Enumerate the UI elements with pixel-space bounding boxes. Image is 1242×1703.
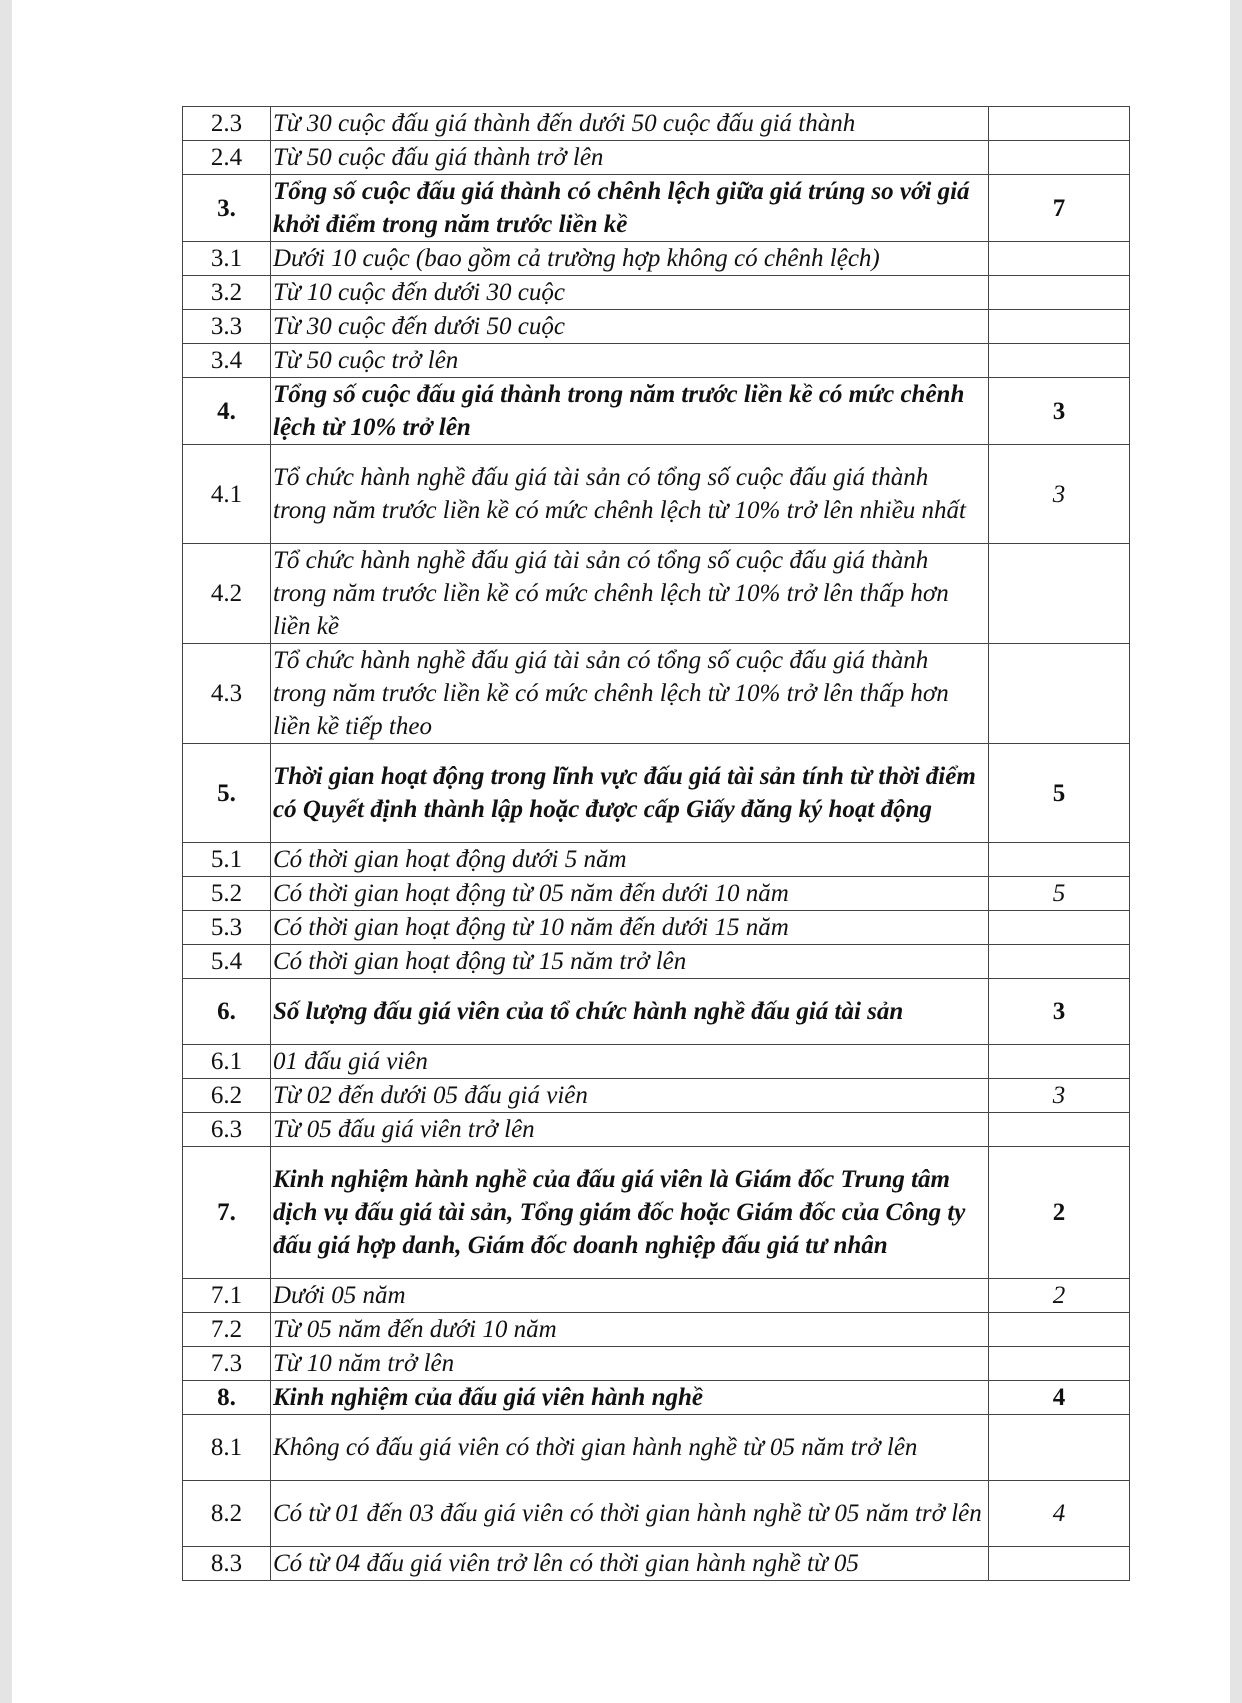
criterion-points (989, 843, 1130, 877)
criterion-number: 3.1 (183, 242, 271, 276)
criterion-description: Không có đấu giá viên có thời gian hành nghề từ 05 năm trở lên (271, 1415, 989, 1481)
criterion-header-row (183, 979, 1130, 1045)
criterion-row (183, 107, 1130, 141)
criterion-number: 3. (183, 175, 271, 242)
criterion-number: 7.2 (183, 1313, 271, 1347)
criterion-number: 4.3 (183, 644, 271, 744)
criterion-description: Có thời gian hoạt động từ 10 năm đến dưới 15 năm (271, 911, 989, 945)
criterion-points (989, 276, 1130, 310)
criterion-number: 3.4 (183, 344, 271, 378)
criterion-points: 7 (989, 175, 1130, 242)
criterion-points (989, 1313, 1130, 1347)
criterion-description: Tổ chức hành nghề đấu giá tài sản có tổng số cuộc đấu giá thành trong năm trước liền kề có mức chênh lệch từ 10% trở lên thấp hơn liền kề tiếp theo (271, 644, 989, 744)
criterion-row (183, 843, 1130, 877)
criterion-points (989, 107, 1130, 141)
criterion-number: 4.1 (183, 445, 271, 544)
criterion-row (183, 911, 1130, 945)
criterion-number: 7.1 (183, 1279, 271, 1313)
criterion-points: 3 (989, 445, 1130, 544)
criterion-row (183, 945, 1130, 979)
criterion-number: 5.3 (183, 911, 271, 945)
criterion-description: Từ 30 cuộc đấu giá thành đến dưới 50 cuộc đấu giá thành (271, 107, 989, 141)
criterion-description: Từ 05 đấu giá viên trở lên (271, 1113, 989, 1147)
criterion-description: Tổng số cuộc đấu giá thành có chênh lệch giữa giá trúng so với giá khởi điểm trong năm trước liền kề (271, 175, 989, 242)
criterion-number: 7.3 (183, 1347, 271, 1381)
criterion-row (183, 445, 1130, 544)
criterion-points (989, 1347, 1130, 1381)
criterion-points (989, 242, 1130, 276)
criterion-number: 4.2 (183, 544, 271, 644)
criterion-number: 5.1 (183, 843, 271, 877)
criterion-number: 6.1 (183, 1045, 271, 1079)
criterion-number: 2.4 (183, 141, 271, 175)
criterion-points: 3 (989, 979, 1130, 1045)
criterion-points (989, 1415, 1130, 1481)
criterion-description: Từ 50 cuộc trở lên (271, 344, 989, 378)
criterion-number: 6.3 (183, 1113, 271, 1147)
criterion-points: 5 (989, 744, 1130, 843)
criterion-row (183, 310, 1130, 344)
criterion-row (183, 1547, 1130, 1581)
criterion-header-row (183, 378, 1130, 445)
criterion-description: Dưới 10 cuộc (bao gồm cả trường hợp không có chênh lệch) (271, 242, 989, 276)
criterion-points: 2 (989, 1147, 1130, 1279)
criterion-number: 7. (183, 1147, 271, 1279)
criterion-row (183, 1079, 1130, 1113)
criterion-header-row (183, 175, 1130, 242)
criterion-row (183, 1347, 1130, 1381)
criterion-points (989, 544, 1130, 644)
criterion-row (183, 544, 1130, 644)
criterion-points: 3 (989, 378, 1130, 445)
criterion-description: Có từ 04 đấu giá viên trở lên có thời gian hành nghề từ 05 (271, 1547, 989, 1581)
criterion-row (183, 1045, 1130, 1079)
criterion-row (183, 1113, 1130, 1147)
criterion-description: Từ 30 cuộc đến dưới 50 cuộc (271, 310, 989, 344)
criterion-description: Kinh nghiệm của đấu giá viên hành nghề (271, 1381, 989, 1415)
criterion-description: Từ 10 năm trở lên (271, 1347, 989, 1381)
criterion-description: Tổ chức hành nghề đấu giá tài sản có tổng số cuộc đấu giá thành trong năm trước liền kề có mức chênh lệch từ 10% trở lên thấp hơn liền kề (271, 544, 989, 644)
criterion-description: Có thời gian hoạt động từ 05 năm đến dưới 10 năm (271, 877, 989, 911)
criterion-points (989, 1547, 1130, 1581)
criterion-row (183, 242, 1130, 276)
criterion-row (183, 276, 1130, 310)
criterion-row (183, 344, 1130, 378)
criterion-number: 3.3 (183, 310, 271, 344)
criterion-header-row (183, 744, 1130, 843)
criterion-number: 4. (183, 378, 271, 445)
criterion-points (989, 1113, 1130, 1147)
criterion-description: Có từ 01 đến 03 đấu giá viên có thời gian hành nghề từ 05 năm trở lên (271, 1481, 989, 1547)
criterion-points: 4 (989, 1381, 1130, 1415)
criterion-points (989, 141, 1130, 175)
criterion-row (183, 1415, 1130, 1481)
criterion-row (183, 1279, 1130, 1313)
criterion-points: 2 (989, 1279, 1130, 1313)
criterion-number: 5. (183, 744, 271, 843)
criterion-points (989, 945, 1130, 979)
criterion-description: 01 đấu giá viên (271, 1045, 989, 1079)
table-body (183, 107, 1130, 1581)
criterion-row (183, 1313, 1130, 1347)
criterion-number: 5.4 (183, 945, 271, 979)
criterion-row (183, 141, 1130, 175)
criterion-description: Có thời gian hoạt động dưới 5 năm (271, 843, 989, 877)
criterion-description: Thời gian hoạt động trong lĩnh vực đấu giá tài sản tính từ thời điểm có Quyết định thành lập hoặc được cấp Giấy đăng ký hoạt động (271, 744, 989, 843)
criterion-number: 8. (183, 1381, 271, 1415)
criterion-number: 6.2 (183, 1079, 271, 1113)
criterion-number: 6. (183, 979, 271, 1045)
criterion-points (989, 344, 1130, 378)
criterion-description: Tổ chức hành nghề đấu giá tài sản có tổng số cuộc đấu giá thành trong năm trước liền kề có mức chênh lệch từ 10% trở lên nhiều nhất (271, 445, 989, 544)
criterion-description: Có thời gian hoạt động từ 15 năm trở lên (271, 945, 989, 979)
criterion-row (183, 877, 1130, 911)
criterion-description: Dưới 05 năm (271, 1279, 989, 1313)
criterion-description: Tổng số cuộc đấu giá thành trong năm trước liền kề có mức chênh lệch từ 10% trở lên (271, 378, 989, 445)
criterion-points: 3 (989, 1079, 1130, 1113)
criterion-points: 4 (989, 1481, 1130, 1547)
criterion-number: 8.1 (183, 1415, 271, 1481)
criterion-row (183, 644, 1130, 744)
criterion-description: Từ 02 đến dưới 05 đấu giá viên (271, 1079, 989, 1113)
criterion-points (989, 644, 1130, 744)
criterion-description: Từ 50 cuộc đấu giá thành trở lên (271, 141, 989, 175)
scoring-criteria-table (182, 106, 1130, 1581)
criterion-header-row (183, 1381, 1130, 1415)
criterion-header-row (183, 1147, 1130, 1279)
criterion-row (183, 1481, 1130, 1547)
criterion-number: 8.2 (183, 1481, 271, 1547)
criterion-number: 2.3 (183, 107, 271, 141)
document-page (12, 0, 1230, 1703)
criterion-points: 5 (989, 877, 1130, 911)
criterion-points (989, 310, 1130, 344)
criterion-number: 3.2 (183, 276, 271, 310)
criterion-description: Số lượng đấu giá viên của tổ chức hành nghề đấu giá tài sản (271, 979, 989, 1045)
criterion-points (989, 1045, 1130, 1079)
criterion-number: 8.3 (183, 1547, 271, 1581)
criterion-description: Từ 10 cuộc đến dưới 30 cuộc (271, 276, 989, 310)
criterion-description: Kinh nghiệm hành nghề của đấu giá viên là Giám đốc Trung tâm dịch vụ đấu giá tài sản, Tổng giám đốc hoặc Giám đốc của Công ty đấu giá hợp danh, Giám đốc doanh nghiệp đấu giá tư nhân (271, 1147, 989, 1279)
criterion-description: Từ 05 năm đến dưới 10 năm (271, 1313, 989, 1347)
criterion-points (989, 911, 1130, 945)
criterion-number: 5.2 (183, 877, 271, 911)
